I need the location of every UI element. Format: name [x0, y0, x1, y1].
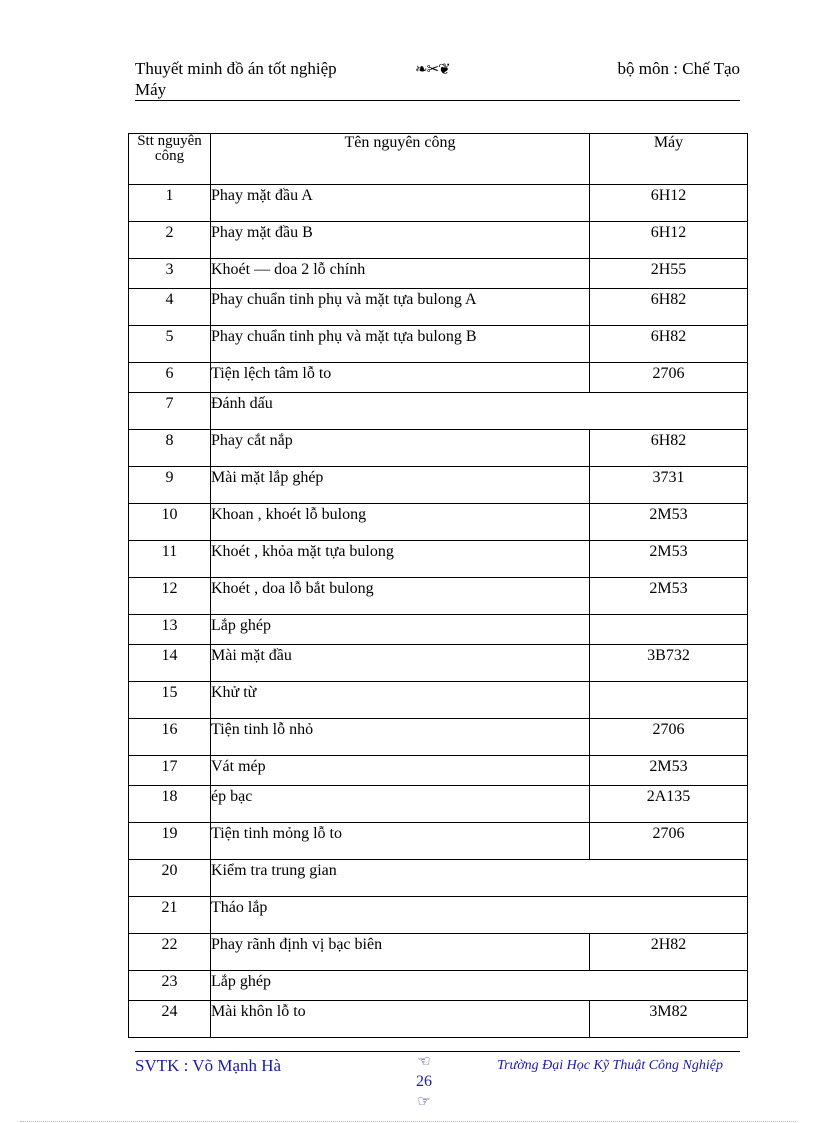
cell-machine: 2M53 [590, 578, 748, 615]
cell-no: 3 [129, 259, 211, 289]
cell-machine: 6H12 [590, 222, 748, 259]
cell-name: Mài mặt đầu [211, 645, 590, 682]
cell-no: 11 [129, 541, 211, 578]
cell-name: Đánh dấu [211, 393, 748, 430]
header-department: bộ môn : Chế Tạo [617, 59, 740, 78]
table-row [129, 645, 748, 682]
table-row [129, 467, 748, 504]
cell-name: Tiện tinh lỗ nhỏ [211, 719, 590, 756]
cell-machine: 2706 [590, 363, 748, 393]
header-ornament-icon: ❧✂❦ [415, 62, 450, 78]
header-title-line2: Máy [135, 80, 167, 99]
cell-no: 21 [129, 897, 211, 934]
cell-name: Khoét , khỏa mặt tựa bulong [211, 541, 590, 578]
cell-no: 6 [129, 363, 211, 393]
column-header-machine: Máy [590, 134, 748, 185]
table-row [129, 259, 748, 289]
cell-machine: 2M53 [590, 541, 748, 578]
cell-machine: 2M53 [590, 504, 748, 541]
table-row [129, 823, 748, 860]
cell-machine: 6H82 [590, 289, 748, 326]
cell-no: 2 [129, 222, 211, 259]
table-row [129, 185, 748, 222]
cell-name: Phay mặt đầu B [211, 222, 590, 259]
column-header-name: Tên nguyên công [211, 134, 590, 185]
cell-machine: 3M82 [590, 1001, 748, 1038]
cell-no: 17 [129, 756, 211, 786]
table-row [129, 934, 748, 971]
table-row [129, 860, 748, 897]
cell-name: Phay mặt đầu A [211, 185, 590, 222]
table-row [129, 682, 748, 719]
cell-machine: 2706 [590, 719, 748, 756]
cell-name: Khoét , doa lỗ bắt bulong [211, 578, 590, 615]
cell-machine [590, 615, 748, 645]
cell-no: 19 [129, 823, 211, 860]
cell-machine: 3731 [590, 467, 748, 504]
cell-machine: 6H12 [590, 185, 748, 222]
page-number: 26 [416, 1073, 432, 1090]
cell-no: 10 [129, 504, 211, 541]
table-row [129, 756, 748, 786]
cell-no: 14 [129, 645, 211, 682]
cell-no: 22 [129, 934, 211, 971]
cell-no: 18 [129, 786, 211, 823]
page-number-block [412, 1052, 436, 1112]
table-row [129, 897, 748, 934]
header-title [135, 58, 337, 100]
cell-name: Khoan , khoét lỗ bulong [211, 504, 590, 541]
table-row [129, 786, 748, 823]
table-row [129, 1001, 748, 1038]
table-row [129, 504, 748, 541]
table-header-row [129, 134, 748, 185]
page-footer [135, 1051, 740, 1112]
cell-machine [590, 682, 748, 719]
table-row [129, 971, 748, 1001]
cell-no: 8 [129, 430, 211, 467]
table-row [129, 393, 748, 430]
table-row [129, 615, 748, 645]
cell-name: Khoét — doa 2 lỗ chính [211, 259, 590, 289]
cell-name: Phay rãnh định vị bạc biên [211, 934, 590, 971]
table-row [129, 222, 748, 259]
cell-no: 12 [129, 578, 211, 615]
table-row [129, 719, 748, 756]
cell-name: Lắp ghép [211, 971, 748, 1001]
cell-no: 23 [129, 971, 211, 1001]
cell-machine: 2M53 [590, 756, 748, 786]
table-row [129, 541, 748, 578]
cell-name: Tháo lắp [211, 897, 748, 934]
cell-machine: 2A135 [590, 786, 748, 823]
cell-no: 16 [129, 719, 211, 756]
cell-name: Vát mép [211, 756, 590, 786]
header-title-line1: Thuyết minh đồ án tốt nghiệp [135, 59, 337, 78]
table-row [129, 289, 748, 326]
cell-no: 4 [129, 289, 211, 326]
cell-no: 9 [129, 467, 211, 504]
hand-left-icon: ☜ [417, 1054, 431, 1070]
page-edge-divider [20, 1121, 796, 1122]
cell-name: Phay cắt nắp [211, 430, 590, 467]
cell-name: Phay chuẩn tinh phụ và mặt tựa bulong B [211, 326, 590, 363]
cell-machine: 6H82 [590, 430, 748, 467]
cell-no: 1 [129, 185, 211, 222]
cell-name: Tiện lệch tâm lỗ to [211, 363, 590, 393]
footer-school: Trường Đại Học Kỹ Thuật Công Nghiệp [497, 1058, 723, 1073]
cell-name: Khử từ [211, 682, 590, 719]
hand-right-icon: ☞ [417, 1094, 431, 1110]
cell-machine: 6H82 [590, 326, 748, 363]
table-row [129, 578, 748, 615]
cell-machine: 2706 [590, 823, 748, 860]
operations-table [128, 133, 748, 1038]
cell-name: Phay chuẩn tinh phụ và mặt tựa bulong A [211, 289, 590, 326]
cell-no: 13 [129, 615, 211, 645]
cell-no: 15 [129, 682, 211, 719]
table-row [129, 326, 748, 363]
cell-no: 24 [129, 1001, 211, 1038]
table-row [129, 363, 748, 393]
cell-machine: 2H55 [590, 259, 748, 289]
cell-name: ép bạc [211, 786, 590, 823]
cell-no: 20 [129, 860, 211, 897]
cell-name: Tiện tinh mỏng lỗ to [211, 823, 590, 860]
footer-author: SVTK : Võ Mạnh Hà [135, 1056, 282, 1075]
cell-name: Mài khôn lỗ to [211, 1001, 590, 1038]
cell-machine: 2H82 [590, 934, 748, 971]
column-header-no: Stt nguyên công [129, 134, 211, 185]
cell-name: Kiểm tra trung gian [211, 860, 748, 897]
cell-machine: 3B732 [590, 645, 748, 682]
table-body [129, 185, 748, 1038]
table-row [129, 430, 748, 467]
cell-no: 5 [129, 326, 211, 363]
page-header [135, 58, 740, 101]
cell-no: 7 [129, 393, 211, 430]
cell-name: Mài mặt lắp ghép [211, 467, 590, 504]
cell-name: Lắp ghép [211, 615, 590, 645]
